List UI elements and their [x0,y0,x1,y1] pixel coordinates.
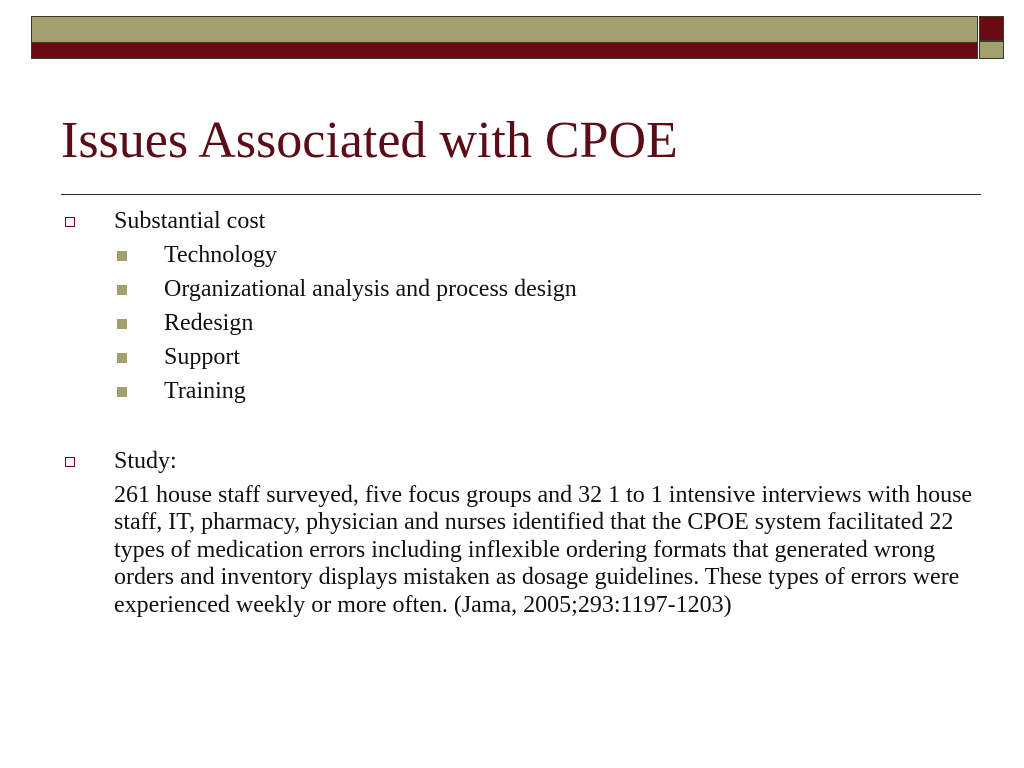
sub-bullet-organizational-analysis: Organizational analysis and process design [164,276,577,302]
slide-title: Issues Associated with CPOE [61,112,678,169]
study-paragraph: 261 house staff surveyed, five focus groups and 32 1 to 1 intensive interviews with house staff, IT, pharmacy, physician and nurses identified that the CPOE system facilitated 22 types of medication errors including inflexible ordering formats that generated wrong orders and inventory displays mistaken as dosage guidelines. These types of errors were experienced weekly or more often. (Jama, 2005;293:1197-1203) [114,482,973,618]
bullet-substantial-cost: Substantial cost [114,208,266,234]
filled-square-bullet-icon [117,251,127,261]
bullet-study: Study: [114,448,177,474]
sub-bullet-redesign: Redesign [164,310,254,336]
filled-square-bullet-icon [117,319,127,329]
hollow-square-bullet-icon [65,457,75,467]
filled-square-bullet-icon [117,353,127,363]
sub-bullet-technology: Technology [164,242,277,268]
corner-maroon-square [979,16,1004,41]
header-olive-stripe [32,17,977,43]
header-maroon-stripe [32,43,977,59]
sub-bullet-support: Support [164,344,241,370]
hollow-square-bullet-icon [65,217,75,227]
filled-square-bullet-icon [117,387,127,397]
sub-bullet-training: Training [164,378,246,404]
corner-olive-square [979,41,1004,59]
header-band [31,16,978,59]
filled-square-bullet-icon [117,285,127,295]
title-divider [61,194,981,195]
